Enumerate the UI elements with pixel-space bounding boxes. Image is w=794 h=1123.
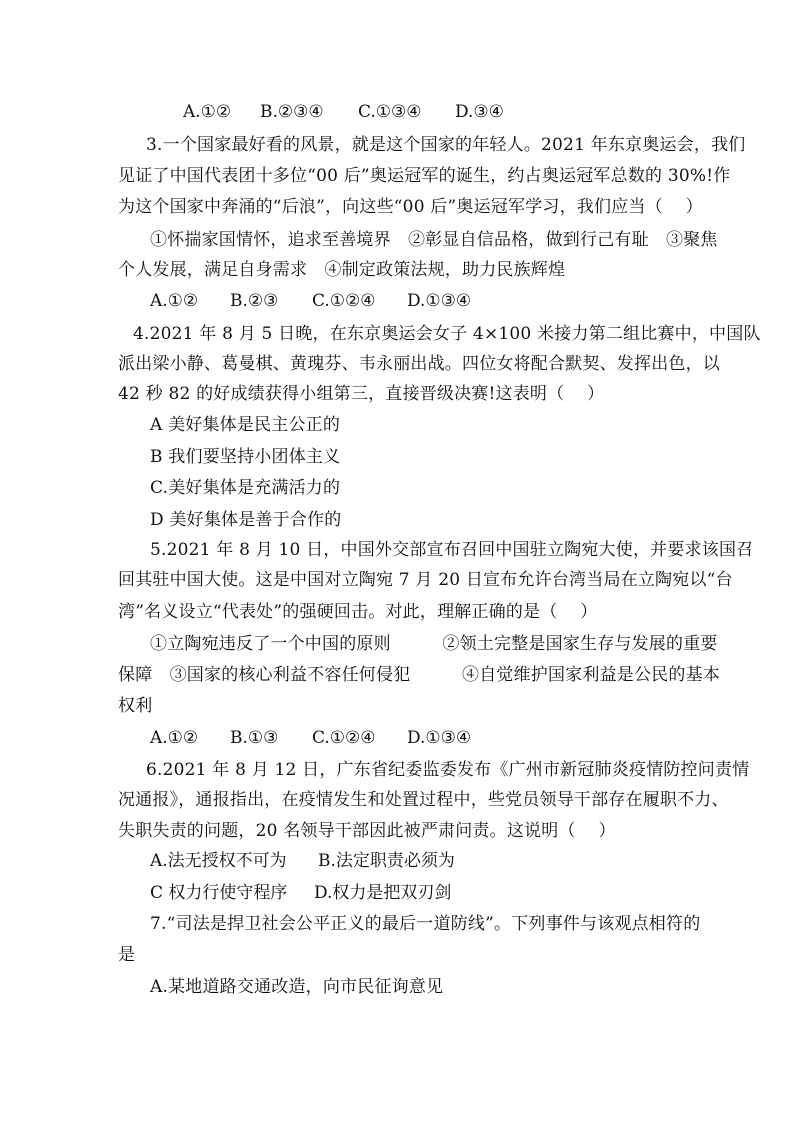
q5-option-d: D.①③④ xyxy=(407,728,472,748)
q2-option-d: D.③④ xyxy=(455,102,504,122)
q5-statements-line-1: ①立陶宛违反了一个中国的原则 ②领土完整是国家生存与发展的重要 xyxy=(150,634,718,654)
q4-stem-line-1: 4.2021 年 8 月 5 日晚，在东京奥运会女子 4×100 米接力第二组比赛中，中国队 xyxy=(133,324,761,344)
q3-stem-line-1: 3.一个国家最好看的风景，就是这个国家的年轻人。2021 年东京奥运会，我们 xyxy=(146,135,746,155)
q4-option-d: D 美好集体是善于合作的 xyxy=(150,510,342,530)
q7-stem-line-1: 7.“司法是捍卫社会公平正义的最后一道防线”。下列事件与该观点相符的 xyxy=(150,914,701,934)
q5-stem-line-2: 回其驻中国大使。这是中国对立陶宛 7 月 20 日宣布允许台湾当局在立陶宛以“台 xyxy=(118,570,733,590)
q5-option-a: A.①② xyxy=(150,728,199,748)
q6-option-b: B.法定职责必须为 xyxy=(318,851,455,871)
q3-statements-line-2: 个人发展，满足自身需求 ④制定政策法规，助力民族辉煌 xyxy=(118,260,566,280)
q5-statements-line-2: 保障 ③国家的核心利益不容任何侵犯 ④自觉维护国家利益是公民的基本 xyxy=(118,665,720,685)
q2-options xyxy=(0,101,794,123)
q2-option-a: A.①② xyxy=(183,102,232,122)
q3-option-a: A.①② xyxy=(150,291,199,311)
q3-statements-line-1: ①怀揣家国情怀，追求至善境界 ②彰显自信品格，做到行己有耻 ③聚焦 xyxy=(150,230,718,250)
q5-options xyxy=(0,727,794,749)
q7-option-a: A.某地道路交通改造，向市民征询意见 xyxy=(150,977,444,997)
q3-stem-line-2: 见证了中国代表团十多位“00 后”奥运冠军的诞生，约占奥运冠军总数的 30%!作 xyxy=(118,166,731,186)
q6-options-row-2 xyxy=(0,882,794,904)
q3-options xyxy=(0,290,794,312)
q4-option-b: B 我们要坚持小团体主义 xyxy=(150,447,341,467)
q2-option-b: B.②③④ xyxy=(260,102,324,122)
q4-stem-line-2: 派出梁小静、葛曼棋、黄瑰芬、韦永丽出战。四位女将配合默契、发挥出色，以 xyxy=(118,354,720,374)
q5-stem-line-3: 湾”名义设立“代表处”的强硬回击。对此，理解正确的是（ ） xyxy=(118,602,598,622)
q5-statements-line-3: 权利 xyxy=(118,696,153,716)
q4-option-a: A 美好集体是民主公正的 xyxy=(150,415,341,435)
q5-option-c: C.①②④ xyxy=(312,728,376,748)
q2-option-c: C.①③④ xyxy=(358,102,422,122)
q3-option-b: B.②③ xyxy=(230,291,279,311)
q6-option-d: D.权力是把双刃剑 xyxy=(314,883,452,903)
q6-stem-line-1: 6.2021 年 8 月 12 日，广东省纪委监委发布《广州市新冠肺炎疫情防控问责情 xyxy=(146,760,750,780)
q5-option-b: B.①③ xyxy=(230,728,279,748)
q3-option-c: C.①②④ xyxy=(312,291,376,311)
q6-stem-line-2: 况通报》，通报指出，在疫情发生和处置过程中，些党员领导干部存在履职不力、 xyxy=(118,790,729,810)
q6-stem-line-3: 失职失责的问题，20 名领导干部因此被严肃问责。这说明（ ） xyxy=(118,821,616,841)
q6-option-a: A.法无授权不可为 xyxy=(150,851,287,871)
q7-stem-line-2: 是 xyxy=(118,945,136,965)
q6-options-row-1 xyxy=(0,850,794,872)
q4-option-c: C.美好集体是充满活力的 xyxy=(150,478,341,498)
q6-option-c: C 权力行使守程序 xyxy=(150,883,288,903)
q3-stem-line-3: 为这个国家中奔涌的“后浪”，向这些“00 后”奥运冠军学习，我们应当（ ） xyxy=(118,197,703,217)
q3-option-d: D.①③④ xyxy=(407,291,472,311)
q4-stem-line-3: 42 秒 82 的好成绩获得小组第三，直接晋级决赛!这表明（ ） xyxy=(118,384,605,404)
q5-stem-line-1: 5.2021 年 8 月 10 日，中国外交部宣布召回中国驻立陶宛大使，并要求该国召 xyxy=(150,540,754,560)
